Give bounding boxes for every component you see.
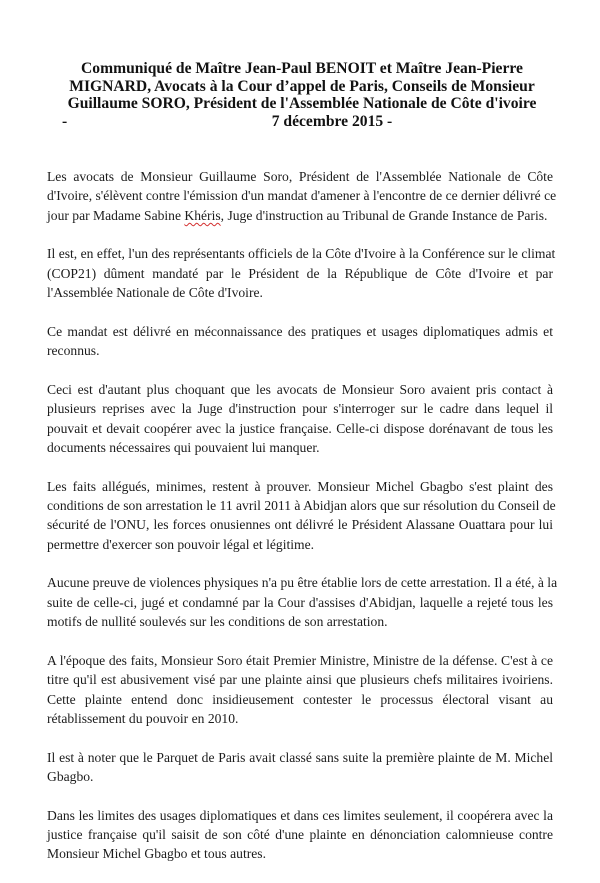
title-line: Guillaume SORO, Président de l'Assemblée Nationale de Côte d'ivoire	[67, 95, 537, 112]
paragraph	[47, 167, 557, 225]
text-line: Il est à noter que le Parquet de Paris avait classé sans suite la première plainte de M. Michel	[47, 749, 553, 765]
paragraph	[47, 748, 553, 787]
text-line: justice française qu'il saisit de son côté d'une plainte en dénonciation calomnieuse contre	[47, 827, 553, 843]
text-line: A l'époque des faits, Monsieur Soro était Premier Ministre, Ministre de la défense. C'est à ce	[47, 652, 553, 668]
text-line: l'Assemblée Nationale de Côte d'Ivoire.	[47, 285, 263, 301]
title-line: Communiqué de Maître Jean-Paul BENOIT et Maître Jean-Pierre	[81, 60, 523, 77]
paragraph	[47, 651, 553, 729]
spellcheck-flagged-word: Khéris	[184, 207, 221, 223]
text-line: conditions de son arrestation le 11 avril 2011 à Abidjan alors que sur résolution du Conseil de	[47, 498, 556, 514]
text-line: rétablissement du pouvoir en 2010.	[47, 711, 239, 727]
paragraph	[47, 380, 553, 458]
text-line: sécurité de l'ONU, les forces onusiennes ont délivré le Président Alassane Ouattara pour lui	[47, 517, 553, 533]
title-date-line	[62, 113, 542, 131]
text-line: d'Ivoire, s'élèvent contre l'émission d'un mandat d'amener à l'encontre de ce dernier délivré ce	[47, 188, 557, 204]
paragraph	[47, 573, 558, 631]
title-dash: -	[62, 112, 68, 130]
text-line: Aucune preuve de violences physiques n'a pu être établie lors de cette arrestation. Il a été, à la	[47, 575, 558, 591]
text-fragment: jour par Madame Sabine	[47, 207, 185, 223]
communique-body	[47, 167, 558, 883]
text-line: motifs de nullité soulevés sur les conditions de son arrestation.	[47, 614, 388, 630]
text-line: Cette plainte entend donc insidieusement contester le processus électoral visant au	[47, 691, 553, 707]
communique-title	[62, 60, 542, 130]
text-line: Monsieur Michel Gbagbo et tous autres.	[47, 846, 266, 862]
text-line: Les avocats de Monsieur Guillaume Soro, Président de l'Assemblée Nationale de Côte	[47, 169, 553, 184]
text-line: titre qu'il est abusivement visé par une plainte ainsi que plusieurs chefs militaires ivoiriens.	[47, 672, 553, 688]
text-line: pouvait et devait coopérer avec la justice française. Celle-ci dispose dorénavant de tous les	[47, 420, 553, 436]
text-fragment: , Juge d'instruction au Tribunal de Grande Instance de Paris.	[220, 207, 548, 223]
text-line: suite de celle-ci, jugé et condamné par la Cour d'assises d'Abidjan, laquelle a rejeté tous les	[47, 594, 553, 610]
text-line: Gbagbo.	[47, 769, 94, 785]
text-line: permettre d'exercer son pouvoir légal et légitime.	[47, 536, 315, 552]
title-line: MIGNARD, Avocats à la Cour d’appel de Paris, Conseils de Monsieur	[69, 77, 535, 95]
paragraph	[47, 244, 556, 302]
title-date: 7 décembre 2015 -	[271, 112, 393, 130]
text-line: Ceci est d'autant plus choquant que les avocats de Monsieur Soro avaient pris contact à	[47, 381, 553, 397]
paragraph	[47, 806, 553, 864]
text-line: (COP21) dûment mandaté par le Président de la République de Côte d'Ivoire et par	[47, 265, 553, 281]
paragraph	[47, 322, 553, 361]
text-line: documents nécessaires qui pouvaient lui manquer.	[47, 440, 320, 456]
text-line: Les faits allégués, minimes, restent à prouver. Monsieur Michel Gbagbo s'est plaint des	[47, 478, 553, 494]
text-line: reconnus.	[47, 343, 100, 359]
paragraph	[47, 477, 556, 555]
text-line: plusieurs reprises avec la Juge d'instruction pour s'interroger sur le cadre dans lequel il	[47, 401, 553, 417]
text-line: Ce mandat est délivré en méconnaissance des pratiques et usages diplomatiques admis et	[47, 323, 553, 339]
text-line: Dans les limites des usages diplomatiques et dans ces limites seulement, il coopérera avec la	[47, 807, 553, 823]
text-line: Il est, en effet, l'un des représentants officiels de la Côte d'Ivoire à la Conférence sur le climat	[47, 246, 556, 262]
text-line	[47, 206, 553, 225]
